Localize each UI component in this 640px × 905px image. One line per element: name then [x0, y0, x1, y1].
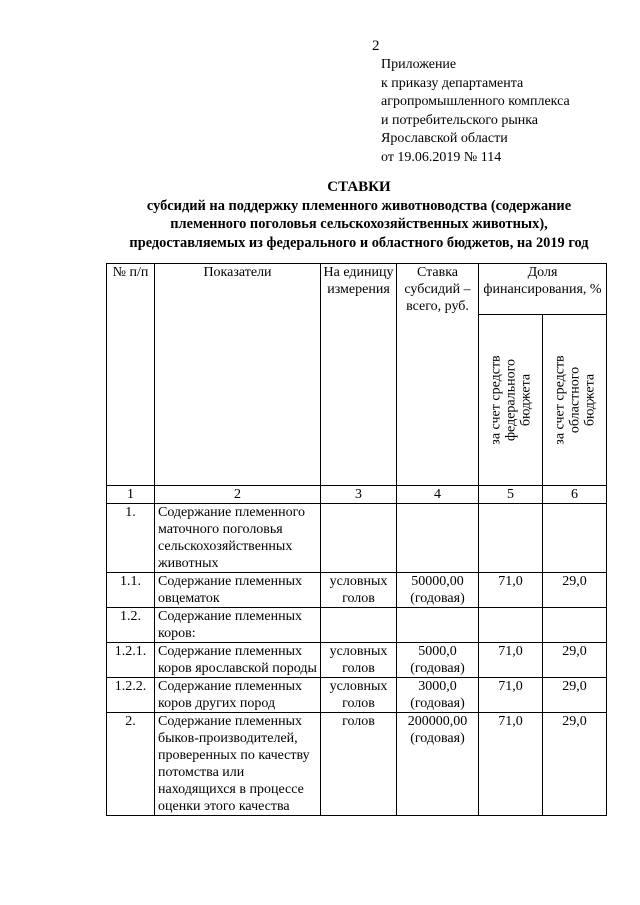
header-share: Доля финансирования, % [479, 264, 607, 315]
appendix-line: Ярославской области [381, 131, 508, 147]
row-num: 1.2.2. [107, 678, 155, 713]
row-num: 1.2.1. [107, 643, 155, 678]
heading-line: племенного поголовья сельскохозяйственных животных), [170, 216, 548, 232]
document-heading [95, 178, 623, 252]
row-num: 1.2. [107, 608, 155, 643]
table-row [107, 713, 607, 816]
row-unit: голов [321, 713, 397, 816]
row-federal: 71,0 [479, 643, 543, 678]
row-num: 1.1. [107, 573, 155, 608]
document-title: СТАВКИ [327, 179, 391, 195]
appendix-block [381, 56, 570, 168]
column-number: 6 [543, 486, 607, 504]
appendix-line: агропромышленного комплекса [381, 94, 570, 110]
header-regional-text: за счет средств областного бюджета [552, 355, 597, 445]
header-federal [479, 315, 543, 486]
header-regional [543, 315, 607, 486]
column-number: 3 [321, 486, 397, 504]
row-name: Содержание племенных овцематок [155, 573, 321, 608]
row-rate: 5000,0 (годовая) [397, 643, 479, 678]
row-rate: 3000,0 (годовая) [397, 678, 479, 713]
appendix-line: от 19.06.2019 № 114 [381, 149, 502, 165]
row-federal [479, 608, 543, 643]
row-regional: 29,0 [543, 678, 607, 713]
page-number: 2 [372, 38, 380, 54]
row-unit: условных голов [321, 678, 397, 713]
table-row [107, 678, 607, 713]
row-regional [543, 504, 607, 573]
column-number: 5 [479, 486, 543, 504]
appendix-line: и потребительского рынка [381, 112, 539, 128]
row-regional: 29,0 [543, 643, 607, 678]
rates-table [106, 263, 607, 816]
column-number-row [107, 486, 607, 504]
row-rate: 50000,00 (годовая) [397, 573, 479, 608]
header-federal-text: за счет средств федерального бюджета [488, 355, 533, 445]
table-row [107, 608, 607, 643]
row-federal: 71,0 [479, 713, 543, 816]
appendix-line: к приказу департамента [381, 75, 524, 91]
row-name: Содержание племенных быков-производителей, проверенных по качеству потомства или находящихся в процессе оценки этого качества [155, 713, 321, 816]
row-regional: 29,0 [543, 713, 607, 816]
heading-line: субсидий на поддержку племенного животноводства (содержание [146, 197, 572, 214]
row-name: Содержание племенных коров ярославской породы [155, 643, 321, 678]
table-row [107, 643, 607, 678]
table-header-row [107, 264, 607, 315]
row-rate [397, 608, 479, 643]
header-num: № п/п [107, 264, 155, 486]
row-unit [321, 608, 397, 643]
row-regional: 29,0 [543, 573, 607, 608]
row-unit [321, 504, 397, 573]
row-name: Содержание племенного маточного поголовья сельскохозяйственных животных [155, 504, 321, 573]
heading-line: предоставляемых из федерального и областного бюджетов, на 2019 год [129, 234, 589, 251]
header-unit: На единицу измерения [321, 264, 397, 486]
row-rate: 200000,00 (годовая) [397, 713, 479, 816]
row-federal [479, 504, 543, 573]
row-federal: 71,0 [479, 573, 543, 608]
row-regional [543, 608, 607, 643]
row-unit: условных голов [321, 643, 397, 678]
table-row [107, 573, 607, 608]
row-name: Содержание племенных коров: [155, 608, 321, 643]
row-name: Содержание племенных коров других пород [155, 678, 321, 713]
header-indicators: Показатели [155, 264, 321, 486]
column-number: 4 [397, 486, 479, 504]
row-num: 2. [107, 713, 155, 816]
header-rate: Ставка субсидий – всего, руб. [397, 264, 479, 486]
table-row [107, 504, 607, 573]
row-federal: 71,0 [479, 678, 543, 713]
row-rate [397, 504, 479, 573]
row-unit: условных голов [321, 573, 397, 608]
row-num: 1. [107, 504, 155, 573]
column-number: 1 [107, 486, 155, 504]
appendix-line: Приложение [381, 57, 457, 72]
column-number: 2 [155, 486, 321, 504]
